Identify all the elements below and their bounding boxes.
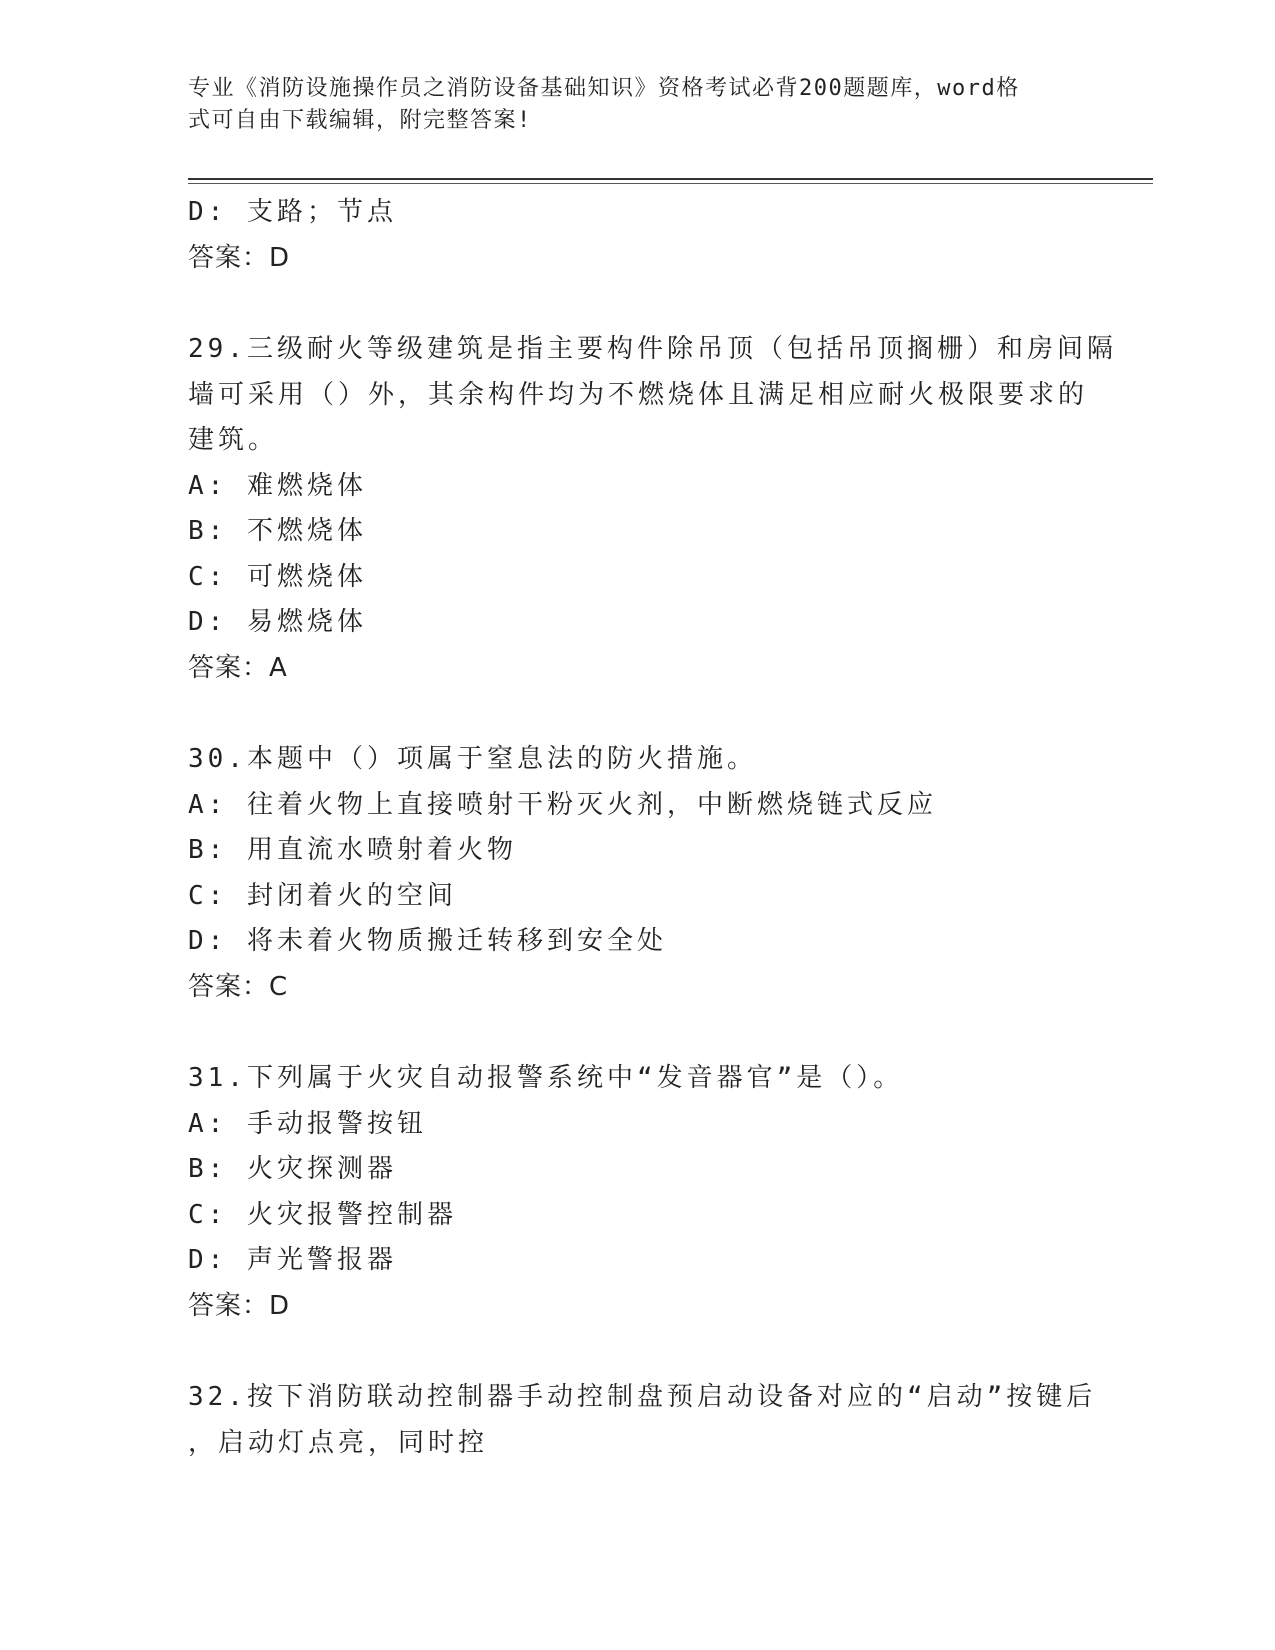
question-stem: 30.本题中（）项属于窒息法的防火措施。 <box>188 744 757 774</box>
header-divider <box>188 178 1153 180</box>
question-block <box>188 327 1117 691</box>
page-header <box>188 73 1068 137</box>
option-a: A: 手动报警按钮 <box>188 1108 427 1139</box>
option-c: C: 可燃烧体 <box>188 561 367 592</box>
answer: 答案：A <box>188 652 288 683</box>
option-d: D: 将未着火物质搬迁转移到安全处 <box>188 926 667 956</box>
question-stem: 29.三级耐火等级建筑是指主要构件除吊顶（包括吊顶搁栅）和房间隔 <box>188 334 1117 364</box>
option-b: B: 不燃烧体 <box>188 516 367 546</box>
spacer <box>188 281 1088 327</box>
header-line-2: 式可自由下载编辑，附完整答案! <box>188 108 532 133</box>
option-a: A: 难燃烧体 <box>188 470 367 501</box>
option-c: C: 封闭着火的空间 <box>188 880 457 911</box>
question-stem: 墙可采用（）外，其余构件均为不燃烧体且满足相应耐火极限要求的 <box>188 379 1089 410</box>
option-c: C: 火灾报警控制器 <box>188 1199 457 1230</box>
option-d: D: 易燃烧体 <box>188 607 367 637</box>
option-b: B: 火灾探测器 <box>188 1154 397 1184</box>
question-content <box>188 190 1117 1466</box>
answer: 答案：C <box>188 971 289 1002</box>
question-block <box>188 1056 1088 1329</box>
header-line-1: 专业《消防设施操作员之消防设备基础知识》资格考试必背200题题库，word格 <box>188 76 1020 101</box>
answer: 答案：D <box>188 1290 291 1321</box>
question-stem: 建筑。 <box>188 425 279 455</box>
answer: 答案：D <box>188 242 291 273</box>
option-d: D: 声光警报器 <box>188 1245 397 1275</box>
header-divider-thin <box>188 183 1153 184</box>
question-block <box>188 1375 1097 1466</box>
spacer <box>188 691 1088 737</box>
question-stem: ，启动灯点亮，同时控 <box>188 1427 489 1458</box>
option-a: A: 往着火物上直接喷射干粉灭火剂，中断燃烧链式反应 <box>188 789 937 820</box>
spacer <box>188 1329 1088 1375</box>
question-stem: 31.下列属于火灾自动报警系统中“发音器官”是（）。 <box>188 1063 904 1093</box>
question-stem: 32.按下消防联动控制器手动控制盘预启动设备对应的“启动”按键后 <box>188 1382 1097 1412</box>
spacer <box>188 1010 1088 1056</box>
option-b: B: 用直流水喷射着火物 <box>188 835 517 865</box>
option-d: D: 支路；节点 <box>188 197 397 227</box>
question-block <box>188 737 1088 1010</box>
